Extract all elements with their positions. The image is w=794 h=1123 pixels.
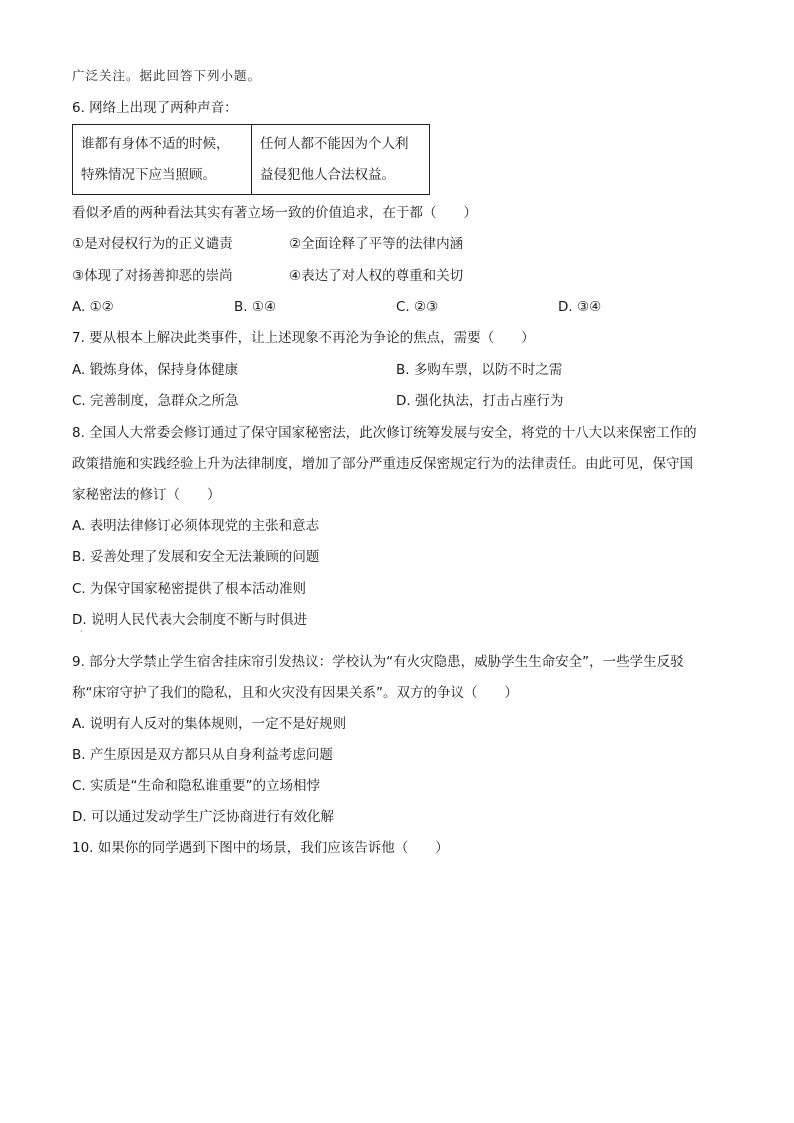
q10-stem: 10. 如果你的同学遇到下图中的场景，我们应该告诉他（ ） <box>72 840 449 856</box>
q6-stem: 6. 网络上出现了两种声音： <box>72 100 238 116</box>
q7-option-c: C. 完善制度，急群众之所急 <box>72 393 239 409</box>
q9-option-a: A. 说明有人反对的集体规则，一定不是好规则 <box>72 716 347 732</box>
q6-opinion-left-line2: 特殊情况下应当照顾。 <box>81 166 216 183</box>
q6-opinion-right-line1: 任何人都不能因为个人利 <box>260 135 409 152</box>
q6-option-b: B. ①④ <box>234 299 277 315</box>
q8-option-a: A. 表明法律修订必须体现党的主张和意志 <box>72 518 320 534</box>
q6-item-3: ③体现了对扬善抑恶的崇尚 <box>72 268 233 284</box>
stray-dot: · <box>80 627 83 636</box>
q8-stem-line2: 政策措施和实践经验上升为法律制度，增加了部分严重违反保密规定行为的法律责任。由此可见，保守国 <box>72 456 693 472</box>
q8-stem-line3: 家秘密法的修订（ ） <box>72 487 221 503</box>
q6-question: 看似矛盾的两种看法其实有著立场一致的价值追求，在于都（ ） <box>72 205 477 221</box>
q9-option-c: C. 实质是“生命和隐私谁重要”的立场相悖 <box>72 778 320 794</box>
q8-stem-line1: 8. 全国人大常委会修订通过了保守国家秘密法，此次修订统筹发展与安全，将党的十八大以来保密工作的 <box>72 425 697 441</box>
q6-item-2: ②全面诠释了平等的法律内涵 <box>289 236 464 252</box>
q6-option-c: C. ②③ <box>396 299 439 315</box>
q8-option-c: C. 为保守国家秘密提供了根本活动准则 <box>72 581 307 597</box>
q6-item-4: ④表达了对人权的尊重和关切 <box>289 268 464 284</box>
q8-option-d: D. 说明人民代表大会制度不断与时俱进 <box>72 612 307 628</box>
q6-opinion-left-line1: 谁都有身体不适的时候， <box>81 135 230 152</box>
q9-stem-line2: 称“床帘守护了我们的隐私，且和火灾没有因果关系”。双方的争议（ ） <box>72 685 518 701</box>
q9-option-d: D. 可以通过发动学生广泛协商进行有效化解 <box>72 809 334 825</box>
q7-option-b: B. 多购车票，以防不时之需 <box>396 362 563 378</box>
q6-option-d: D. ③④ <box>558 299 602 315</box>
intro-text: 广泛关注。据此回答下列小题。 <box>72 68 262 83</box>
q9-option-b: B. 产生原因是双方都只从自身利益考虑问题 <box>72 747 333 763</box>
q6-option-a: A. ①② <box>72 299 114 315</box>
q7-stem: 7. 要从根本上解决此类事件，让上述现象不再沦为争论的焦点，需要（ ） <box>72 330 535 346</box>
q9-stem-line1: 9. 部分大学禁止学生宿舍挂床帘引发热议：学校认为“有火灾隐患，威胁学生生命安全”，一些学生反驳 <box>72 654 684 670</box>
q6-item-1: ①是对侵权行为的正义谴责 <box>72 236 233 252</box>
q6-opinion-left <box>73 125 252 195</box>
q7-option-d: D. 强化执法，打击占座行为 <box>396 393 564 409</box>
q7-option-a: A. 锻炼身体，保持身体健康 <box>72 362 239 378</box>
q6-opinion-table <box>72 124 430 195</box>
q8-option-b: B. 妥善处理了发展和安全无法兼顾的问题 <box>72 549 320 565</box>
q6-opinion-right <box>252 125 430 195</box>
q6-opinion-right-line2: 益侵犯他人合法权益。 <box>260 166 395 183</box>
